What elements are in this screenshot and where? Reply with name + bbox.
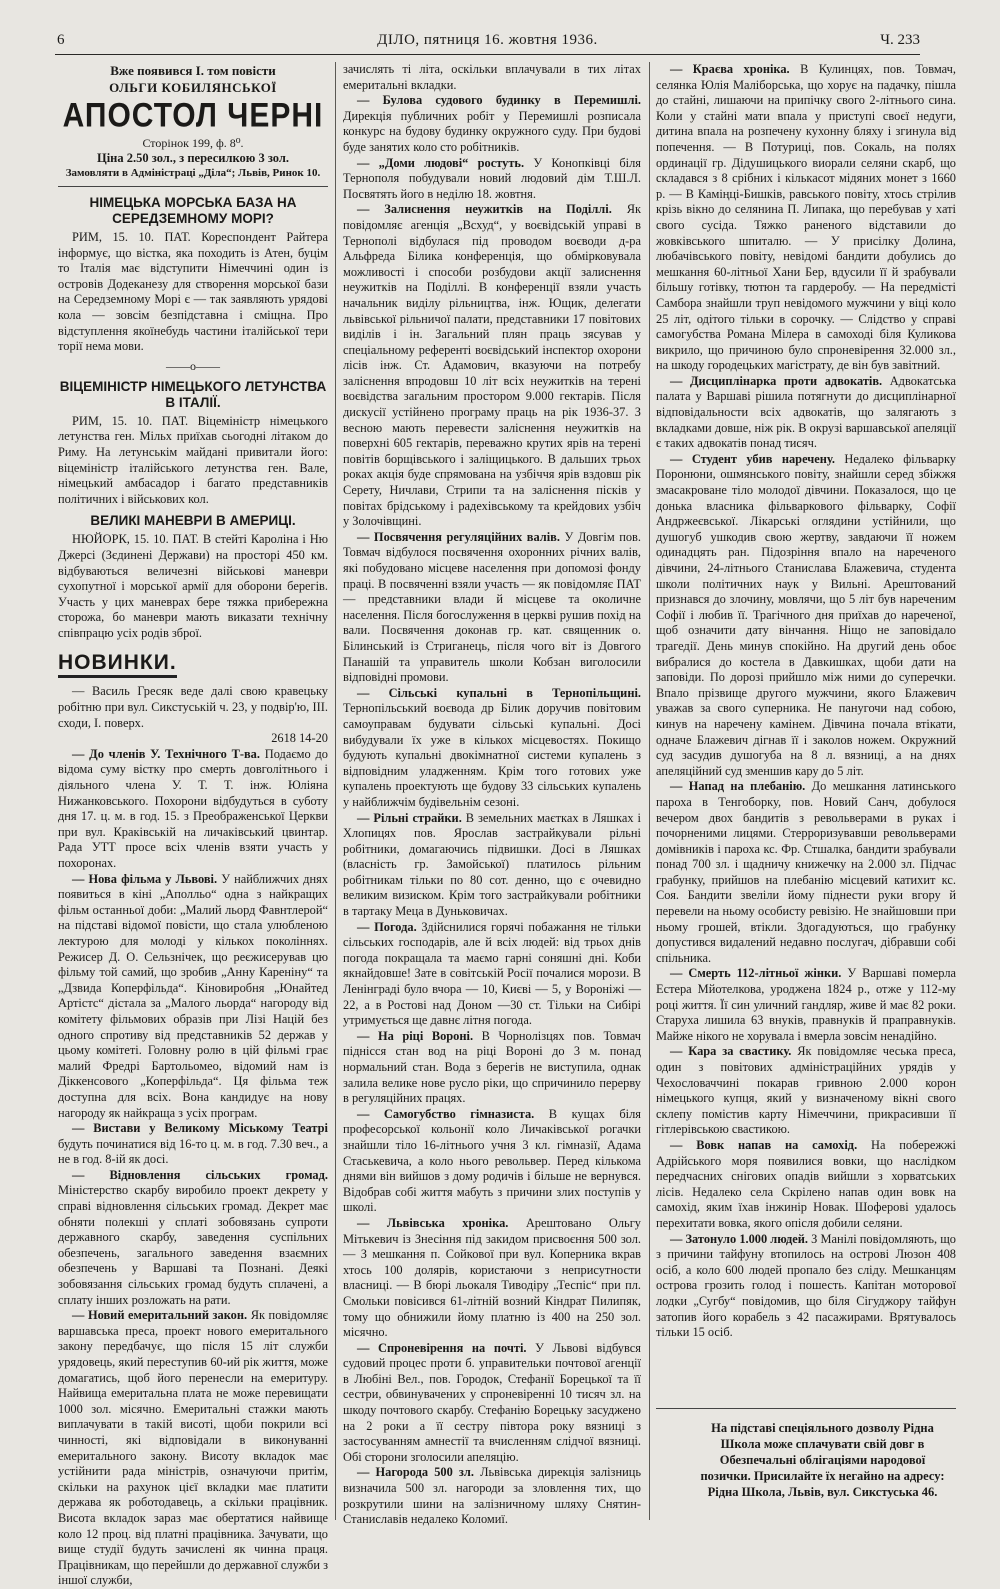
news-item <box>343 1465 641 1527</box>
news-item-text: В Чорнолізцях пов. Товмач піднісся стан вод на ріці Вороні до 3 м. понад нормальний стан. Вода з берегів не виступила, однак залила велике нове русло ріки, що спричинило перерву в регуляційних працях. <box>343 1028 641 1106</box>
article-text: РИМ, 15. 10. ПАТ. Віцеміністр німецького летунства ген. Мільх приїхав сьогодні літаком до Риму. На летунськім майдані привитали його: віцеміністр італійського летунства ген. Вале, німецький амбасадор і багато представників політичних і військових кол. <box>58 413 328 506</box>
news-item-text: Подаємо до відома суму вістку про смерть довголітнього і діяльного члена У. Т. Т. інж. Юліяна Нижанковського. Похорони відбудуться в суботу дня 17. ц. м. в год. 15. з Преображенської Церкви при вул. Краківській на личаківський цвинтар. Рада УТТ просе всіх членів взяти участь у похоронах. <box>58 746 328 870</box>
news-item-text: Тернопільський воєвода др Білик доручив повітовим самоуправам будувати сільські купальні. Досі вибудували їх уже в кількох місцевостях. Покищо будують купальні двокімнатної системи купалень з відповідним уладженням. Крім того готових уже купалень проектують ще будову 33 сільських купалень у найближчім будівельнім сезоні. <box>343 701 641 809</box>
news-item <box>58 1121 328 1168</box>
news-item-text: Львівська дирекція залізниць визначила 500 зл. нагороди за зловлення тих, що розкрутили шини на залізничному шляху Снятин-Станиславів недалеко Коломиї. <box>343 1465 641 1527</box>
news-item-heading: — Дисциплінарка проти адвокатів. <box>670 373 883 388</box>
news-item-heading: — Новий емеритальний закон. <box>72 1308 248 1323</box>
news-item <box>656 452 956 779</box>
news-item <box>656 1044 956 1138</box>
news-item-heading: — Залиснення неужитків на Поділлі. <box>357 202 612 217</box>
news-item-text: будуть починатися від 16-то ц. м. в год. 7.30 веч., а не в год. 8-ій як досі. <box>58 1136 328 1167</box>
news-item <box>343 811 641 920</box>
ad-author: ОЛЬГИ КОБИЛЯНСЬКОЇ <box>109 80 277 95</box>
news-item-heading: — Смерть 112-літньої жінки. <box>670 966 842 981</box>
separator: ——o—— <box>166 358 220 373</box>
ad-code: 2618 14-20 <box>271 731 328 746</box>
news-item <box>656 374 956 452</box>
news-item <box>58 1168 328 1308</box>
news-item-heading: — Вовк напав на самохід. <box>670 1137 858 1152</box>
news-item-heading: — Затонуло 1.000 людей. <box>670 1231 809 1246</box>
news-item <box>656 1138 956 1232</box>
news-item <box>58 872 328 1122</box>
news-item-text: В кущах біля професорської кольонії коло Личаківської рогачки знайшли тіло 16-літнього учня 3 кл. гімназії, Адама Стаськевича, а коло нього револьвер. Перед кількома днями він вийшов з дому родичів і більше не вернувся. Відобрав собі життя мабуть з причини злих поступів у школі. <box>343 1106 641 1215</box>
ad-pages: Сторінок 199, ф. 8⁰. <box>142 136 244 150</box>
news-item <box>343 686 641 811</box>
news-item-text: В земельних маєтках в Ляшках і Хлопицях пов. Ярослав застрайкували рільні робітники, домагаючись підвишки. Досі в Ляшках (власність гр. Замойської) платилось рільним робітникам тільки по 80 сот. денно, що є очевидно великим визиском. Крім того застрайкували робітники в тартаку Меца в Дуньковичах. <box>343 810 641 919</box>
news-item <box>656 779 956 966</box>
news-item <box>656 966 956 1044</box>
page-header <box>55 30 920 55</box>
column-divider <box>335 62 336 1520</box>
news-item-heading: — Краєва хроніка. <box>670 62 790 76</box>
news-item-text: На побережжі Адрійського моря появилися вовки, що наслідком передчасних снігових опадів вийшли з хорватських лісів. Недалеко села Скрілено напав один вовк на самохід, яким їхав інжинір Новак. Шоферові удалось перехитати вовка, якого опісля добили селяни. <box>656 1137 956 1230</box>
article-heading: НІМЕЦЬКА МОРСЬКА БАЗА НА СЕРЕДЗЕМНОМУ МОРІ? <box>89 195 297 226</box>
news-item-heading: — На ріці Вороні. <box>357 1028 474 1043</box>
page-number: 6 <box>57 32 65 48</box>
column-1 <box>58 62 328 1589</box>
notice-divider <box>656 1408 956 1409</box>
news-item-text: Як повідомляє варшавська преса, проект нового емеритального закону передбачує, що після 15 літ служби урядовець, який переступив 60-ий рік життя, може домагатись, щоб його перенесли на емеритуру. Найвища емеритальна плата не може перевищати 1000 зол. місячно. Емеритальні стажки мають виплачувати в такій висоті, щоби покрили всі чинності, які відповідали в виконуванні емеритального закону. Висоту вкладок має устійнити рада міністрів, означуючи притім, скільки на рахунок цієї вкладки має платити держава як роботодавець, а скільки працівник. Висота вкладок зараз має обертатися найвище коло 12 проц. від платні працівника. Зачувати, що вище студії будуть зачислені як чинна праця. Працівникам, що перейшли до державної служби з іншої служби, <box>58 1308 328 1588</box>
section-heading-novinky: НОВИНКИ. <box>58 651 177 678</box>
ad-book-title: АПОСТОЛ ЧЕРНІ <box>62 96 324 135</box>
news-item-heading: — „Доми людові“ ростуть. <box>357 155 525 170</box>
news-item: — Василь Гресяк веде далі свою кравецьку робітню при вул. Сикстуській ч. 23, у подвір'ю, III. сходи, I. поверх. <box>58 684 328 730</box>
news-item-text: Дирекція публичних робіт у Перемишлі розписала конкурс на будову будинку окружного суду. При будові буде занятих коло сто робітників. <box>343 108 641 154</box>
issue-number: Ч. 233 <box>880 32 920 48</box>
news-item-text: В Кулинцях, пов. Товмач, селянка Юлія Маліборська, що хорує на падачку, пішла до стайні, лишаючи на припічку свого 2-літнього сина. Коли у стайні мати впала у приступі своєї недуги, дитина впала на розпечену кухонну бляху і згинула від попечення. — В Потуриці, пов. Сокаль, на полях ординації гр. Дідушицького виорали селяни скарб, що складався з 8 срібних і кількасот мідяних монет з 1660 р. — В Каміңці-Бишків, равського повіту, хтось стрілив крізь вікно до селянина П. Липака, що перебував у хаті свого сусіда. Тяжко раненого відставили до жовківського шпиталю. — У присілку Долина, любачівського повіту, невідомі бандити добулись до мешкання 60-літньої Хани Бер, вдусили її й зрабували більшу готівку, тютюн та гардеробу. — На передмісті Самбора знайшли труп невідомого мужчини у віці коло 25 літ, одітого тільки в сорочку. — Слідство у справі самогубства Романа Мілера в самоході біля Куликова викрило, що причиною було спроневірення 32.000 зл., на шкоду городецьких магістрату, де він був завітний. <box>656 62 956 373</box>
news-item-text: У Варшаві померла Естера Мйотелкова, уроджена 1824 р., отже у 112-му році життя. Її син уличний гандляр, живе й має 82 роки. Старуха лишила 63 внуків, правнуків й праправнуків. Майже нікого не хорувала і вмерла зовсім ненадійно. <box>656 966 957 1043</box>
news-item-heading: — Булова судового будинку в Перемишлі. <box>357 93 641 108</box>
news-item-heading: — Кара за свастику. <box>670 1044 792 1059</box>
news-item-heading: — Самогубство гімназиста. <box>357 1106 535 1121</box>
news-item-text: Здійснилися горячі побажання не тільки сільських господарів, але й всіх людей: від трьох днів погода покращала та маємо гарні соняшні дні. Коби якнайдовше! Зате в совітській Росії почалися морози. В Ленінграді було вчора — 10, Києві — 5, у Вороніжі — 22, а в Ростові над Доном —30 ст. Тільки на Сибірі утримується ще давнє літня погода. <box>343 919 641 1028</box>
news-item-text: Як повідомляє агенція „Всхуд“, у воєвідській управі в Тернополі відбулася під проводом воєводи д-ра Альфреда Білика конференція, що обмірковувала можливості і способи розбудови акції залиснення неужитків на Поділлі. В конференції взяли участь начальник виділу рільництва, інж. Ющик, делегати львівської рільничої палати, представники 17 повітових виділів і ін. Загальний плян праць зясував у спеціальному референті воєвідський інспектор охорони лісів інж. Ст. Адамович, вказуючи на потребу заліснення впродовш 10 літ всіх неужитків на терені воєвідства загальним простором 9.000 гектарів. Після дискусії устійнено програму праць на рік 1936-37. З весною мають перевести заліснення неужитків на поверхні 605 гектарів, переважно крутих ярів на терені повітів борщівського і заліщицького. В дальших трьох роках акція буде спрямована на узбіччя ярів вздовш рік Серету, Ничлави, Стрипи та на заліснення пісків у повітах брідському і радехівському та крейдових узбіч у Золочівщині. <box>343 202 641 529</box>
news-item <box>343 530 641 686</box>
news-item-text: У Львові відбувся судовий процес проти б. управительки почтової агенції в Любіні Вел., пов. Городок, Стефанії Борецької та її сестри, обвинувачених у спроневіренні 10 тисяч зл. на шкоду почтового скарбу. Стефанію Борецьку засуджено на 2 роки а її сестру півтора року вязниці з застосуванням амнестії та вчисленням слідчої вязниці. Обі сторони зголосили апеляцію. <box>343 1340 641 1464</box>
news-item <box>343 1029 641 1107</box>
news-item-heading: — Погода. <box>357 919 417 934</box>
article-text: НЮЙОРК, 15. 10. ПАТ. В стейті Кароліна і Ню Джерсі (Зєдинені Держави) на просторі 450 км. відбуваються величезні військові маневри сухопутної і морської армії для оборони берегів. Участь у цих маневрах бере тяжка прибережна сторожа, бо маневри мають виказати технічну співпрацю усіх родів зброї. <box>58 532 328 640</box>
ad-price: Ціна 2.50 зол., з пересилкою 3 зол. <box>96 151 290 165</box>
news-item <box>656 62 956 374</box>
article-heading: ВІЦЕМІНІСТР НІМЕЦЬКОГО ЛЕТУНСТВА В ІТАЛІЇ. <box>59 378 327 410</box>
news-item-heading: — Нагорода 500 зл. <box>357 1465 474 1480</box>
news-item-heading: — Напад на плебанію. <box>670 779 806 794</box>
news-item-heading: — Рільні страйки. <box>357 810 462 825</box>
news-item-heading: — Нова фільма у Львові. <box>72 871 218 886</box>
news-item-heading: — Студент убив наречену. <box>670 451 835 466</box>
column-divider <box>649 62 650 1520</box>
news-item-heading: — Спроневірення на почті. <box>357 1340 527 1355</box>
ad-line: Вже появився I. том повісти <box>110 63 276 78</box>
ad-order: Замовляти в Адміністраці „Діла“; Львів, Ринок 10. <box>65 167 321 179</box>
ridna-shkola-notice: На підставі спеціяльного дозволу Рідна Школа може сплачувати свій довг в Обезпечальні облігаціями народової позички. Присилайте їх негайно на адресу: Рідна Школа, Львів, вул. Сикстуська 46. <box>700 1421 945 1499</box>
news-item-heading: — До членів У. Технічного Т-ва. <box>72 746 260 761</box>
news-item-text: Недалеко фільварку Поронюни, ошмянського повіту, знайшли серед збіжжя змасакроване тіло молодої дівчини. Показалося, що це донька власника фільваркового фільварку, Софії Андржеєвської. Лікарські оглядини устійнили, що душогуб ушкодив свою жертву, завдаючи її ножем одинадцять ран. Підозріння впало на нареченого дівчини, 24-літнього Станислава Блажевича, студента школи політичних наук у Вильні. Арештований признався до злочину, мовлячи, що 5 літ був нареченим Софії і любив її. Трагічного дня приїхав до нареченої, щоб означити дату вінчання. Ніщо не заповідало трагедії. День минув спокійно. На другий день обоє вибралися до костела в Давкишках, щоби дати на заповіди. По дорозі прийшло між ними до суперечки. Впало прізвище другого мужчини, якого Блажевич уважав за свого суперника. Не панугочи над собою, кинув на наречену камінем. Дівчина почала втікати, одначе Блажевич дігнав її і заколов ножем. Окружний суд засудив душогуба на 8 л. вязниці, а на днях апеляційний суд зменшив кару до 5 літ. <box>656 451 956 778</box>
news-item-text: Арештовано Ольгу Мітькевич із Знесіння під закидом присвоєння 500 зол. — З мешкання п. Сойкової при вул. Коперника вкрав хтось 100 долярів, користаючи з неприсутности власниці. — В бюрі льокаля Тиводіру „Теспіс“ при пл. Смольки повісився 61-літній возний Кіндрат Пилипяк, тому що обнижили йому платню із 400 на 250 зол. місячно. <box>343 1215 641 1340</box>
news-item <box>343 1216 641 1341</box>
news-item-heading: — Вистави у Великому Міському Театрі <box>72 1121 328 1136</box>
article-heading: ВЕЛИКІ МАНЕВРИ В АМЕРИЦІ. <box>90 513 296 529</box>
news-item-text: У найближчих днях появиться в кіні „Аполльо“ одна з найкращих фільм останньої доби: „Малий льорд Фавнтлерой“ на підставі відомої повісти, що стала улюбленою лектурою для молоді у кількох поколіннях. Режисер Д. О. Сельзнічек, що реєжисерував цю фільму той самий, що зробив „Анну Кареніну“ та „Дзвида Коперфільда“. Кіновиробня „Юнайтед Артістс“ дістала за „Малого льорда“ нагороду від комітету фільмових образів при Лізі Націй без одного спротиву від представників 52 держав у цьому комітеті. Головну ролю в цій фільмі грає малий Фредрі Бартольомео, відомий нам із Діккенсового „Коперфільда“. Ця фільма теж доступна для всіх. Вона кандидує на нову нагороду як найкраща з усіх програм. <box>58 871 328 1120</box>
news-item <box>343 920 641 1029</box>
news-item-text: Адвокатська палата у Варшаві рішила потягнути до дисциплінарної відповідальности всіх адвокатів, що залягають з вкладками довше, ніж рік. В окрузі варшавської апеляції є таких адвокатів понад тисяч. <box>656 373 956 451</box>
news-item-heading: — Посвячення регуляційних валів. <box>357 529 560 544</box>
news-item-heading: — Львівська хроніка. <box>357 1215 509 1230</box>
news-item-text: До мешкання латинського пароха в Тенгоборку, пов. Новий Санч, добулося вечером двох бандитів з револьверами в руках і почорненими лицями. Стерроризувавши револьверами домівників і пароха кс. Фр. Стшалка, бандити зрабували понад 700 зл. і щадничу книжечку на 2.000 зл. Підчас грабунку, прийшов на плебанію місцевий катихит кс. Соя. Бандити звеліли йому піднести руки вгору й перевели на ньому особисту ревізію. Не знайшовши при ньому грошей, втікли. Здогадуються, що грабунку допустився видалений недавно послугач, дібравши собі спільника. <box>656 779 956 965</box>
news-item <box>343 1107 641 1216</box>
news-item <box>343 1341 641 1466</box>
news-item <box>343 202 641 529</box>
column-2 <box>343 62 641 1528</box>
news-item <box>58 1308 328 1589</box>
news-item-text: Як повідомляє чеська преса, один з повітових адміністраційних урядів у Чехословаччині покарав гривною 2.000 корон німецького купця, який у визначеному вікні свого склепу помістив карту Німеччини, прикрасивши її гітлерівською свастикою. <box>656 1044 956 1137</box>
book-advertisement <box>58 62 328 187</box>
article-text: РИМ, 15. 10. ПАТ. Кореспондент Райтера інформує, що вістка, яка походить із Атен, буцім то Італія має відступити Німеччині один із островів Додеканезу для створення морської бази на Середземному Морі є — так заявляють урядові кола — зовсім безпідставна і сміщна. Про відступлення якоїнебудь частини італійської тери торії нема мови. <box>58 230 328 354</box>
news-item <box>656 1232 956 1341</box>
news-item-text: З Манілі повідомляють, що з причини тайфуну втопилось на острові Люзон 408 осіб, а коло 600 людей пропало без сліду. Мешканцям острова грозить голод і пошесть. Капітан моторової лодки „Сугбу“ повідомив, що біля Сігуджору тайфун затопив його корабель з 42 пасажирами. Врятувалось тільки 15 осіб. <box>656 1231 956 1340</box>
news-item <box>58 747 328 872</box>
news-item-text: У Конопківці біля Тернополя побудували новий людовий дім Т.Ш.Л. Посвятять його в неділю 18. жовтня. <box>343 155 641 201</box>
dateline: ДІЛО, пятниця 16. жовтня 1936. <box>377 32 598 48</box>
news-item-heading: — Сільські купальні в Тернопільщині. <box>357 685 641 700</box>
column-3 <box>656 62 956 1341</box>
news-item-text: У Довгім пов. Товмач відбулося посвячення охоронних річних валів, які побудовано місцеве населення при допомозі фонду праці. В посвяченні взяли участь — як повідомляє ПАТ — представники влади й місцеве та околичне населення. Після богослуження в церкві рушив похід на вали. Посвячення доконав гр. кат. священник о. Білинський із Стриганець, після чого віт із Довгого Панашій та управитель школи Кобзан виголосили відповідні промови. <box>343 529 641 685</box>
news-item <box>343 156 641 203</box>
news-item-text: Міністерство скарбу виробило проект декрету у справі відновлення сільських громад. Декрет має обняти полекші у сплаті зобовязань супроти державного скарбу, заведення суспільних обезпечень, загального заведення взаємних обезпечень у Варшаві та Познані. Деякі зобовязання сільських громад будуть сплачені, а сплату інших розложать на рати. <box>58 1183 328 1307</box>
news-item <box>343 93 641 155</box>
news-item-continued: зачислять ті літа, оскільки вплачували в тих літах емеритальні вкладки. <box>343 62 641 92</box>
news-item-heading: — Відновлення сільських громад. <box>72 1167 328 1182</box>
